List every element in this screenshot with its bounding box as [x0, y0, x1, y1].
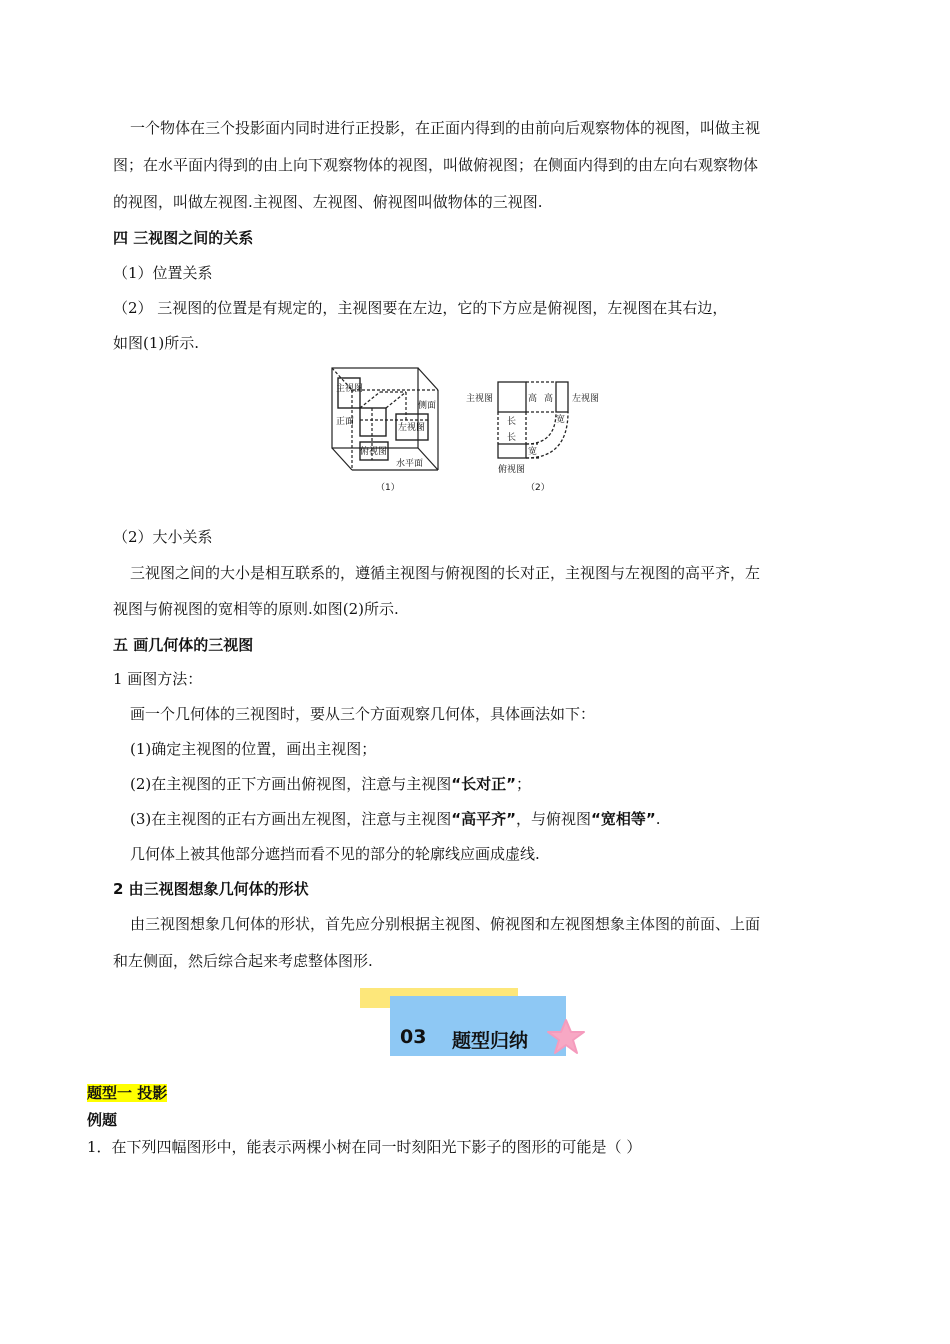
emphasis-height-level: “高平齐” — [451, 810, 516, 828]
fig2-label-length-2: 长 — [507, 433, 517, 443]
drawing-step-1: (1)确定主视图的位置，画出主视图； — [130, 740, 377, 758]
hidden-line-note: 几何体上被其他部分遮挡而看不见的部分的轮廓线应画成虚线. — [130, 845, 540, 863]
size-relation-title: （2）大小关系 — [113, 528, 213, 546]
size-relation-line-1: 三视图之间的大小是相互联系的，遵循主视图与俯视图的长对正，主视图与左视图的高平齐，左 — [130, 564, 761, 582]
question-type-title: 题型一 投影 — [87, 1084, 168, 1102]
intro-line-2: 图；在水平面内得到的由上向下观察物体的视图，叫做俯视图；在侧面内得到的由左向右观察物体 — [113, 156, 759, 174]
fig2-label-left-view: 左视图 — [572, 394, 600, 404]
fig1-label-top-view: 俯视图 — [360, 447, 388, 457]
position-relation-line-2: 如图(1)所示. — [113, 334, 200, 352]
fig1-label-left-view: 左视图 — [398, 423, 426, 433]
section5-heading: 五 画几何体的三视图 — [113, 636, 254, 654]
three-view-figures — [320, 360, 620, 498]
fig1-label-main-view: 主视图 — [336, 384, 364, 394]
emphasis-length-aligned: “长对正” — [451, 775, 516, 793]
emphasis-width-equal: “宽相等” — [590, 810, 656, 828]
example-label: 例题 — [87, 1111, 118, 1129]
fig2-label-height-2: 高 — [544, 394, 554, 404]
imagine-shape-title: 2 由三视图想象几何体的形状 — [113, 880, 309, 898]
drawing-method-title: 1 画图方法： — [113, 670, 203, 688]
drawing-method-intro: 画一个几何体的三视图时，要从三个方面观察几何体，具体画法如下： — [130, 705, 596, 723]
banner-title: 题型归纳 — [452, 1030, 529, 1052]
section4-heading: 四 三视图之间的关系 — [113, 229, 254, 247]
size-relation-line-2: 视图与俯视图的宽相等的原则.如图(2)所示. — [113, 600, 399, 618]
fig2-label-top-view: 俯视图 — [498, 465, 526, 475]
star-icon — [546, 1018, 586, 1056]
fig1-label-horizontal-plane: 水平面 — [396, 459, 424, 469]
intro-line-1: 一个物体在三个投影面内同时进行正投影，在正面内得到的由前向后观察物体的视图，叫做主视 — [130, 119, 761, 137]
fig1-caption: （1） — [376, 483, 400, 493]
intro-line-3: 的视图，叫做左视图.主视图、左视图、俯视图叫做物体的三视图. — [113, 193, 543, 211]
fig2-caption: （2） — [526, 483, 550, 493]
imagine-shape-line-2: 和左侧面，然后综合起来考虑整体图形. — [113, 952, 373, 970]
drawing-step-3: (3)在主视图的正右方画出左视图，注意与主视图“高平齐”，与俯视图“宽相等”. — [130, 810, 661, 828]
fig2-label-width-2: 宽 — [528, 447, 538, 457]
fig2-label-width-1: 宽 — [556, 415, 566, 425]
position-relation-line-1: （2） 三视图的位置是有规定的，主视图要在左边，它的下方应是俯视图，左视图在其右边， — [113, 299, 728, 317]
question-1: 1．在下列四幅图形中，能表示两棵小树在同一时刻阳光下影子的图形的可能是（ ） — [87, 1138, 642, 1156]
fig1-label-side-plane: 侧面 — [418, 401, 437, 411]
drawing-step-2: (2)在主视图的正下方画出俯视图，注意与主视图“长对正”； — [130, 775, 531, 793]
imagine-shape-line-1: 由三视图想象几何体的形状，首先应分别根据主视图、俯视图和左视图想象主体图的前面、上面 — [130, 915, 761, 933]
fig1-label-front-plane: 正面 — [336, 417, 355, 427]
banner-number: 03 — [400, 1026, 427, 1048]
position-relation-title: （1）位置关系 — [113, 264, 213, 282]
fig2-label-height-1: 高 — [528, 394, 538, 404]
fig2-label-length-1: 长 — [507, 417, 517, 427]
fig2-label-main-view: 主视图 — [466, 394, 494, 404]
